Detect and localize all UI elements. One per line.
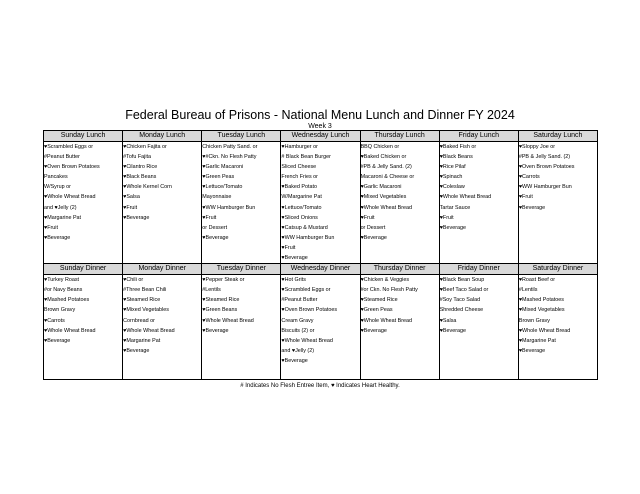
cell-friday-dinner [439, 275, 518, 380]
menu-item: ♥Sloppy Joe or [518, 144, 556, 150]
menu-item: ♥Garlic Macaroni [202, 164, 244, 171]
menu-item: ♥Baked Potato [281, 184, 317, 191]
cell-saturday-lunch [518, 142, 597, 264]
cell-wednesday-lunch [281, 142, 360, 264]
menu-item: #or Ckn. No Flesh Patty [360, 287, 418, 294]
menu-item: ♥Green Peas [202, 174, 235, 181]
menu-item: or Dessert [202, 224, 228, 231]
menu-item: ♥Margarine Pat [44, 214, 82, 221]
menu-item: ♥Salsa [439, 317, 457, 324]
menu-item: ♥Turkey Roast [44, 277, 80, 284]
menu-item: ♥Scrambled Eggs or [281, 287, 331, 294]
header-monday-lunch: Monday Lunch [123, 131, 202, 142]
header-tuesday-dinner: Tuesday Dinner [202, 264, 281, 275]
menu-item: or Dessert [360, 224, 386, 231]
dinner-items-row [44, 275, 598, 380]
menu-item: ♥Carrots [518, 174, 540, 181]
menu-item: French Fries or [281, 174, 318, 181]
menu-item: ♥Lettuce/Tomato [281, 204, 322, 211]
cell-monday-lunch [123, 142, 202, 264]
menu-item: ♥Beverage [44, 337, 71, 344]
menu-item: ♥Lettuce/Tomato [202, 184, 243, 191]
menu-item: #Lentils [202, 287, 221, 294]
menu-item: ♥Whole Wheat Bread [360, 317, 413, 324]
menu-item: ♥Green Peas [360, 307, 393, 314]
menu-item: #Soy Taco Salad [439, 297, 481, 304]
menu-table [43, 130, 598, 380]
header-monday-dinner: Monday Dinner [123, 264, 202, 275]
header-sunday-lunch: Sunday Lunch [44, 131, 123, 142]
menu-item: ♥Sliced Onions [281, 214, 318, 221]
menu-item: ♥Fruit [439, 214, 454, 221]
header-saturday-dinner: Saturday Dinner [518, 264, 597, 275]
header-thursday-lunch: Thursday Lunch [360, 131, 439, 142]
cell-tuesday-dinner [202, 275, 281, 380]
menu-item: # Black Bean Burger [281, 154, 331, 161]
menu-item: ♥Whole Wheat Bread [439, 194, 492, 201]
menu-item: ♥Black Beans [439, 154, 473, 161]
header-friday-dinner: Friday Dinner [439, 264, 518, 275]
menu-item: ♥Carrots [44, 317, 65, 324]
menu-item: ♥Chicken & Veggies [360, 277, 410, 284]
menu-item: #PB & Jelly Sand. (2) [518, 154, 571, 161]
menu-item: ♥Green Beans [202, 307, 238, 314]
menu-item: ♥Beverage [202, 327, 229, 334]
menu-item: Pancakes [44, 174, 68, 181]
header-friday-lunch: Friday Lunch [439, 131, 518, 142]
dinner-header-row [44, 264, 598, 275]
menu-item: ♥WW Hamburger Bun [202, 204, 256, 211]
menu-item: Brown Gravy [518, 317, 550, 324]
menu-item: ♥Beverage [281, 357, 308, 364]
menu-item: ♥Steamed Rice [123, 297, 161, 304]
menu-item: ♥Black Beans [123, 174, 157, 181]
menu-item: #Tofu Fajita [123, 154, 152, 161]
menu-item: ♥Beverage [44, 234, 71, 241]
menu-item: ♥Margarine Pat [123, 337, 161, 344]
header-sunday-dinner: Sunday Dinner [44, 264, 123, 275]
menu-item: ♥Pepper Steak or [202, 277, 245, 284]
menu-item: ♥Beef Taco Salad or [439, 287, 489, 294]
menu-item: ♥Garlic Macaroni [360, 184, 402, 191]
menu-item: ♥Fruit [518, 194, 533, 201]
menu-item: Chicken Patty Sand. or [202, 144, 258, 150]
menu-item: ♥Beverage [281, 255, 308, 262]
menu-item: #or Navy Beans [44, 287, 83, 294]
cell-wednesday-dinner [281, 275, 360, 380]
menu-item: Tartar Sauce [439, 204, 471, 211]
legend-footnote: # Indicates No Flesh Entree Item, ♥ Indicates Heart Healthy. [240, 383, 400, 389]
cell-tuesday-lunch [202, 142, 281, 264]
menu-item: W/Syrup or [44, 184, 71, 191]
menu-item: ♥Catsup & Mustard [281, 224, 328, 231]
menu-item: and ♥Jelly (2) [281, 347, 314, 354]
menu-item: Biscuits (2) or [281, 327, 315, 334]
cell-thursday-dinner [360, 275, 439, 380]
menu-item: ♥Beverage [123, 347, 150, 354]
menu-item: ♥Beverage [439, 224, 466, 231]
menu-item: ♥Mixed Vegetables [123, 307, 169, 314]
menu-item: BBQ Chicken or [360, 144, 400, 150]
menu-item: ♥Roast Beef or [518, 277, 556, 284]
menu-item: ♥WW Hamburger Bun [518, 184, 572, 191]
header-wednesday-lunch: Wednesday Lunch [281, 131, 360, 142]
menu-item: ♥Cilantro Rice [123, 164, 158, 171]
menu-item: ♥Chicken Fajita or [123, 144, 167, 150]
menu-item: ♥Oven Brown Potatoes [518, 164, 575, 171]
menu-item: ♥Rice Pilaf [439, 164, 466, 171]
menu-item: ♥Beverage [202, 234, 229, 241]
menu-item: ♥Fruit [123, 204, 138, 211]
menu-item: ♥Beverage [123, 214, 150, 221]
menu-item: #Lentils [518, 287, 538, 294]
menu-item: ♥Whole Wheat Bread [360, 204, 413, 211]
menu-item: ♥#Ckn. No Flesh Patty [202, 154, 257, 161]
menu-item: ♥Mixed Vegetables [518, 307, 565, 314]
menu-item: Sliced Cheese [281, 164, 317, 171]
menu-item: ♥Hot Grits [281, 277, 306, 284]
menu-item: #Peanut Butter [44, 154, 80, 161]
header-tuesday-lunch: Tuesday Lunch [202, 131, 281, 142]
menu-item: and ♥Jelly (2) [44, 204, 77, 211]
menu-item: ♥Mixed Vegetables [360, 194, 407, 201]
menu-item: ♥Fruit [202, 214, 217, 221]
menu-item: ♥Whole Wheat Bread [123, 327, 175, 334]
header-wednesday-dinner: Wednesday Dinner [281, 264, 360, 275]
menu-item: ♥Oven Brown Potatoes [281, 307, 338, 314]
menu-item: #Three Bean Chili [123, 287, 167, 294]
menu-item: ♥Fruit [281, 244, 296, 251]
menu-item: ♥Baked Chicken or [360, 154, 407, 161]
menu-item: ♥Mashed Potatoes [44, 297, 90, 304]
menu-item: ♥Hamburger or [281, 144, 318, 150]
menu-item: ♥Fruit [360, 214, 375, 221]
menu-item: Cream Gravy [281, 317, 314, 324]
menu-item: ♥Salsa [123, 194, 140, 201]
cell-sunday-dinner [44, 275, 123, 380]
cell-saturday-dinner [518, 275, 597, 380]
header-saturday-lunch: Saturday Lunch [518, 131, 597, 142]
lunch-items-row [44, 142, 598, 264]
menu-item: ♥Whole Wheat Bread [44, 327, 96, 334]
menu-item: ♥Beverage [360, 234, 387, 241]
menu-item: ♥Coleslaw [439, 184, 465, 191]
menu-item: ♥Oven Brown Potatoes [44, 164, 100, 171]
menu-item: Brown Gravy [44, 307, 76, 314]
header-thursday-dinner: Thursday Dinner [360, 264, 439, 275]
menu-item: ♥Black Bean Soup [439, 277, 485, 284]
menu-item: ♥Whole Wheat Bread [44, 194, 96, 201]
menu-item: ♥WW Hamburger Bun [281, 234, 335, 241]
menu-item: W/Margarine Pat [281, 194, 322, 201]
menu-item: ♥Beverage [360, 327, 387, 334]
page-title: Federal Bureau of Prisons - National Menu Lunch and Dinner FY 2024 [125, 108, 515, 122]
menu-item: ♥Margarine Pat [518, 337, 556, 344]
menu-item: ♥Mashed Potatoes [518, 297, 564, 304]
menu-item: ♥Beverage [518, 347, 546, 354]
cell-sunday-lunch [44, 142, 123, 264]
cell-friday-lunch [439, 142, 518, 264]
menu-item: ♥Whole Wheat Bread [518, 327, 571, 334]
menu-item: ♥Fruit [44, 224, 58, 231]
menu-item: ♥Whole Wheat Bread [281, 337, 333, 344]
menu-item: ♥Steamed Rice [360, 297, 398, 304]
menu-item: ♥Spinach [439, 174, 463, 181]
cell-monday-dinner [123, 275, 202, 380]
menu-item: Cornbread or [123, 317, 155, 324]
menu-item: ♥Beverage [518, 204, 546, 211]
menu-item: Mayonnaise [202, 194, 232, 201]
menu-item: ♥Baked Fish or [439, 144, 477, 150]
menu-item: ♥Chili or [123, 277, 144, 284]
menu-item: ♥Whole Kernel Corn [123, 184, 172, 191]
menu-item: ♥Whole Wheat Bread [202, 317, 254, 324]
menu-item: ♥Scrambled Eggs or [44, 144, 94, 150]
lunch-header-row [44, 131, 598, 142]
menu-item: ♥Steamed Rice [202, 297, 240, 304]
cell-thursday-lunch [360, 142, 439, 264]
menu-item: ♥Beverage [439, 327, 466, 334]
week-label: Week 3 [308, 123, 332, 130]
menu-item: Macaroni & Cheese or [360, 174, 415, 181]
menu-item: Shredded Cheese [439, 307, 484, 314]
menu-item: #PB & Jelly Sand. (2) [360, 164, 412, 171]
menu-item: #Peanut Butter [281, 297, 318, 304]
